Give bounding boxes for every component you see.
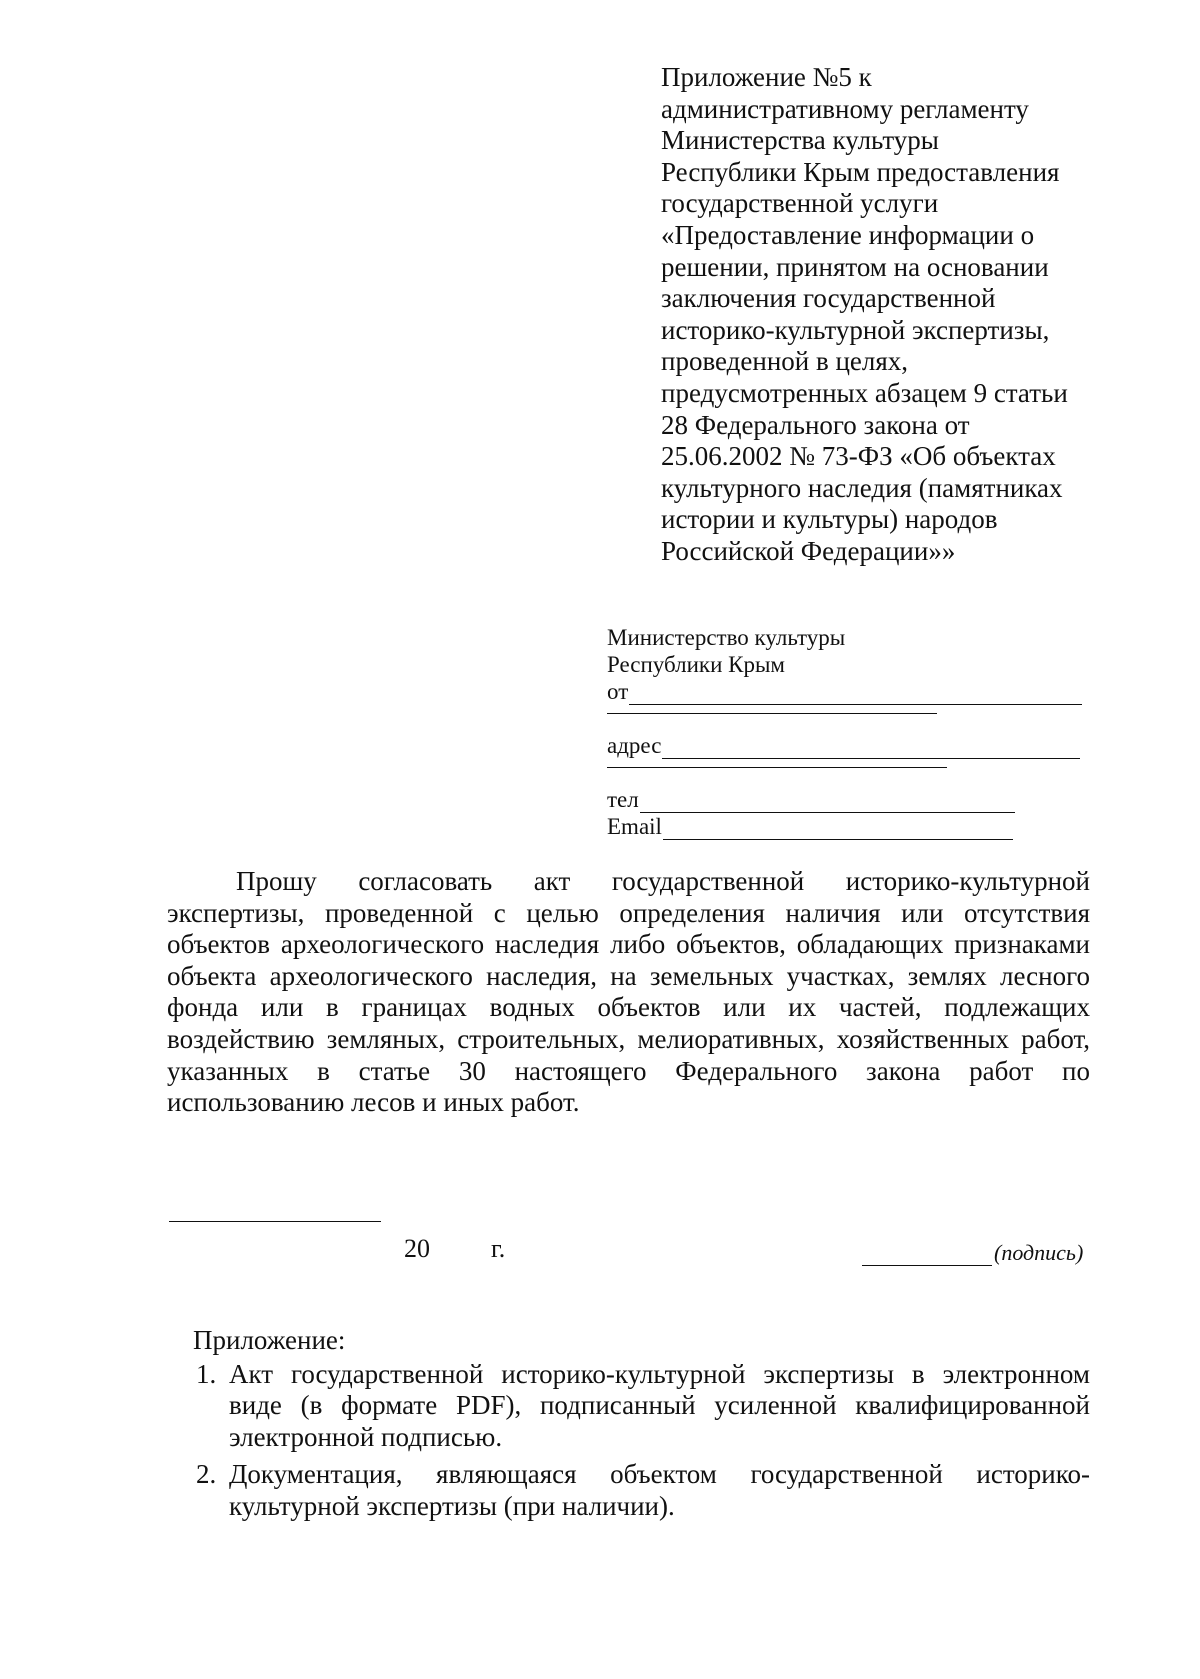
attachments-title: Приложение: — [193, 1325, 346, 1355]
attachment-number: 2. — [196, 1459, 217, 1490]
email-field — [607, 813, 1097, 840]
request-paragraph — [167, 866, 1090, 1119]
header-line: Республики Крым предоставления — [661, 156, 1060, 187]
addressee-line-1: Министерство культуры — [607, 625, 846, 650]
header-line: 25.06.2002 № 73-ФЗ «Об объектах — [661, 441, 1056, 472]
header-line: историко-культурной экспертизы, — [661, 314, 1050, 345]
header-line: Министерства культуры — [661, 125, 939, 156]
from-blank-line — [629, 684, 1082, 705]
address-label: адрес — [607, 733, 662, 758]
year-prefix: 20 — [404, 1234, 430, 1263]
header-line: 28 Федерального закона от — [661, 409, 970, 440]
attachments-list — [193, 1359, 1090, 1523]
address-blank-line — [662, 738, 1080, 759]
from-field — [607, 678, 1097, 705]
addressee-line-2: Республики Крым — [607, 652, 785, 677]
year-suffix: г. — [491, 1234, 506, 1263]
email-label: Email — [607, 814, 662, 839]
signature-label: (подпись) — [994, 1240, 1084, 1265]
from-continuation — [607, 705, 1097, 732]
signature-blank-line — [862, 1251, 992, 1266]
addressee-block — [607, 624, 1097, 840]
header-line: решении, принятом на основании — [661, 251, 1049, 282]
header-line: Приложение №5 к — [661, 62, 872, 92]
attachment-number: 1. — [196, 1358, 217, 1389]
attachment-item — [193, 1359, 1090, 1454]
attachment-item — [193, 1459, 1090, 1522]
phone-label: тел — [607, 787, 639, 812]
annex-header — [661, 62, 1101, 568]
from-continuation-line — [607, 713, 937, 714]
attachment-text: Документация, являющаяся объектом государственной историко-культурной экспертизы (при наличии). — [229, 1459, 1090, 1521]
request-text: Прошу согласовать акт государственной историко-культурной экспертизы, проведенной с целью определения наличия или отсутствия объектов археологического наследия либо объектов, обладающих признаками объекта археологического наследия, на земельных участках, землях лесного фонда или в границах водных объектов или их частей, подлежащих воздействию земляных, строительных, мелиоративных, хозяйственных работ, указанных в статье 30 настоящего Федерального закона работ по использованию лесов и иных работ. — [167, 866, 1090, 1118]
attachments-section — [193, 1325, 1090, 1529]
email-blank-line — [663, 819, 1013, 840]
header-line: заключения государственной — [661, 283, 996, 314]
header-line: государственной услуги — [661, 188, 939, 219]
header-line: проведенной в целях, — [661, 346, 909, 377]
header-line: Российской Федерации»» — [661, 535, 956, 566]
date-blank-line — [169, 1221, 381, 1222]
phone-blank-line — [640, 792, 1015, 813]
address-continuation-line — [607, 767, 947, 768]
header-line: предусмотренных абзацем 9 статьи — [661, 377, 1068, 408]
address-continuation — [607, 759, 1097, 786]
header-line: истории и культуры) народов — [661, 504, 998, 535]
from-label: от — [607, 679, 629, 704]
signature-field — [862, 1240, 1083, 1266]
address-field — [607, 732, 1097, 759]
header-line: культурного наследия (памятниках — [661, 472, 1063, 503]
header-line: «Предоставление информации о — [661, 219, 1035, 250]
attachment-text: Акт государственной историко-культурной экспертизы в электронном виде (в формате PDF), подписанный усиленной квалифицированной электронной подписью. — [229, 1358, 1090, 1452]
header-line: административному регламенту — [661, 93, 1029, 124]
phone-field — [607, 786, 1097, 813]
